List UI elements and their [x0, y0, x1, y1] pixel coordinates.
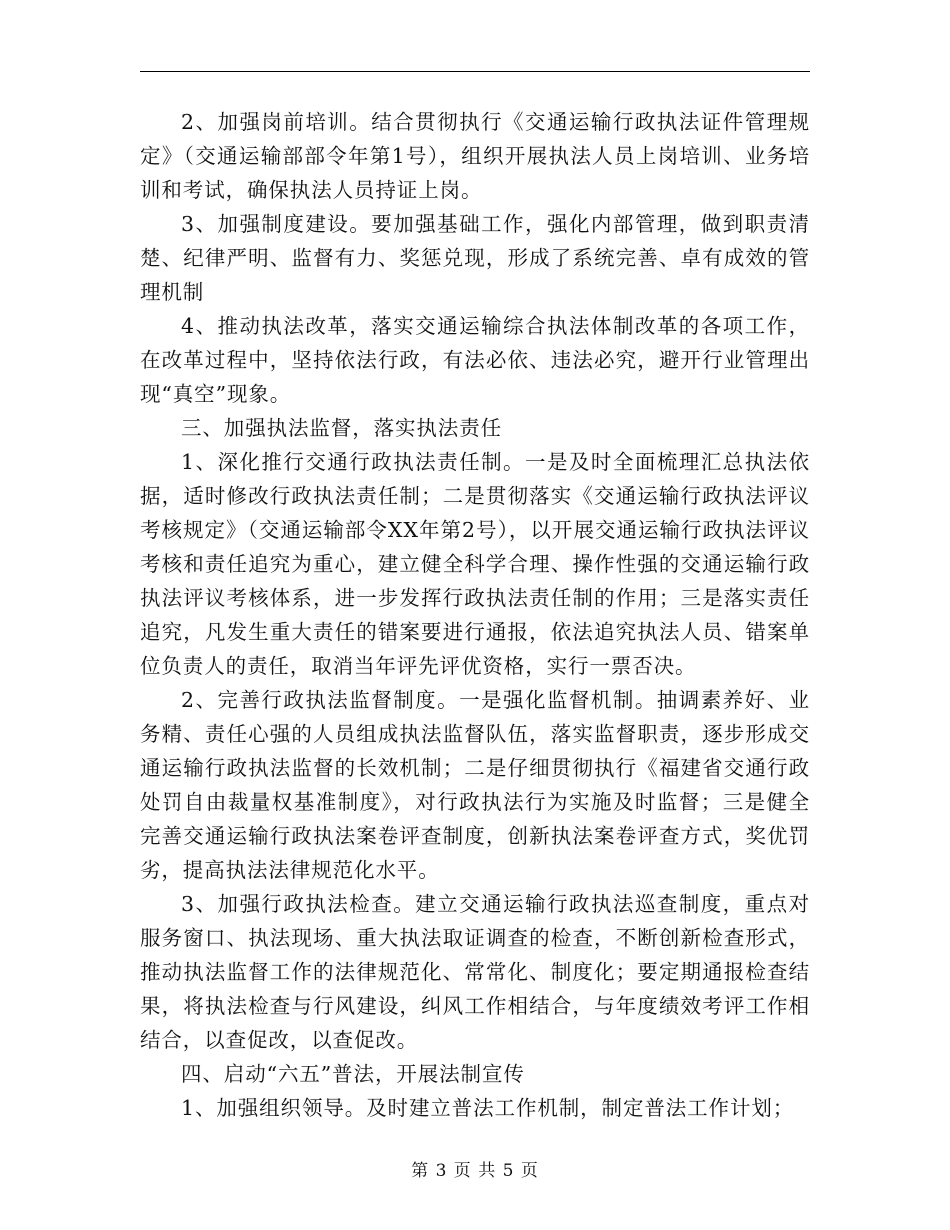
paragraph-organization-leadership: 1、加强组织领导。及时建立普法工作机制，制定普法工作计划； — [181, 1096, 795, 1120]
paragraph-enforcement-inspection: 3、加强行政执法检查。建立交通运输行政执法巡查制度，重点对服务窗口、执法现场、重大执法取证调查的检查，不断创新检查形式，推动执法监督工作的法律规范化、常常化、制度化；要定期通报检查结果，将执法检查与行风建设，纠风工作相结合，与年度绩效考评工作相结合，以查促改，以查促改。 — [140, 892, 810, 1052]
paragraph-enforcement-reform: 4、推动执法改革，落实交通运输综合执法体制改革的各项工作，在改革过程中，坚持依法行政，有法必依、违法必究，避开行业管理出现“真空”现象。 — [140, 314, 810, 406]
section-heading-3: 三、加强执法监督，落实执法责任 — [181, 416, 502, 440]
page-number-footer: 第 3 页 共 5 页 — [411, 1161, 539, 1181]
document-body — [140, 105, 810, 1125]
header-rule — [140, 71, 810, 72]
section-heading-4: 四、启动“六五”普法，开展法制宣传 — [181, 1062, 525, 1086]
paragraph-responsibility-system: 1、深化推行交通行政执法责任制。一是及时全面梳理汇总执法依据，适时修改行政执法责任制；二是贯彻落实《交通运输行政执法评议考核规定》（交通运输部令XX年第2号），以开展交通运输行政执法评议考核和责任追究为重心，建立健全科学合理、操作性强的交通运输行政执法评议考核体系，进一步发挥行政执法责任制的作用；三是落实责任追究，凡发生重大责任的错案要进行通报，依法追究执法人员、错案单位负责人的责任，取消当年评先评优资格，实行一票否决。 — [140, 450, 810, 678]
paragraph-supervision-system: 2、完善行政执法监督制度。一是强化监督机制。抽调素养好、业务精、责任心强的人员组成执法监督队伍，落实监督职责，逐步形成交通运输行政执法监督的长效机制；二是仔细贯彻执行《福建省交通行政处罚自由裁量权基准制度》，对行政执法行为实施及时监督；三是健全完善交通运输行政执法案卷评查制度，创新执法案卷评查方式，奖优罚劣，提高执法法律规范化水平。 — [140, 688, 810, 882]
paragraph-training: 2、加强岗前培训。结合贯彻执行《交通运输行政执法证件管理规定》（交通运输部部令年第1号），组织开展执法人员上岗培训、业务培训和考试，确保执法人员持证上岗。 — [140, 110, 810, 202]
paragraph-system-building: 3、加强制度建设。要加强基础工作，强化内部管理，做到职责清楚、纪律严明、监督有力、奖惩兑现，形成了系统完善、卓有成效的管理机制 — [140, 212, 810, 304]
